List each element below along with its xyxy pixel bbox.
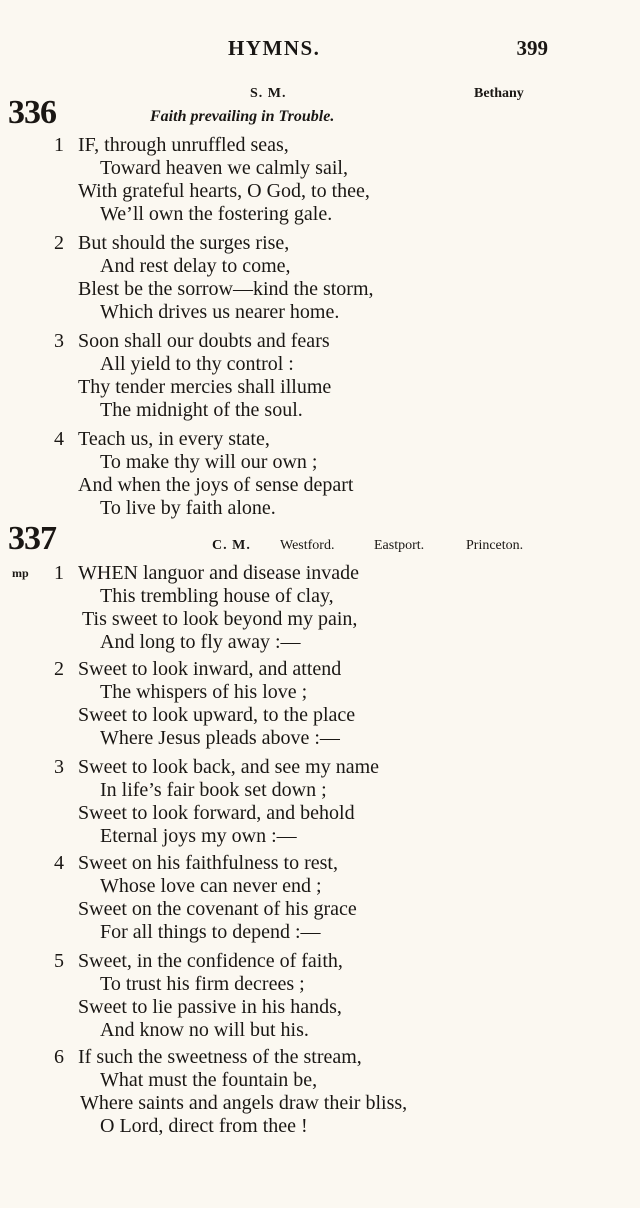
hymn-line: IF, through unruffled seas, [78, 134, 289, 156]
verse-number: 2 [54, 232, 64, 254]
hymn-line: Blest be the sorrow—kind the storm, [78, 278, 374, 300]
hymn-line: To trust his firm decrees ; [100, 973, 305, 995]
hymn-line: Sweet to look upward, to the place [78, 704, 356, 726]
hymn-line: To live by faith alone. [100, 497, 276, 519]
verse-number: 4 [54, 852, 64, 874]
hymn-line: And long to fly away :— [100, 631, 301, 653]
hymn-line: Where saints and angels draw their bliss, [80, 1092, 408, 1114]
hymn-line: Thy tender mercies shall illume [78, 376, 332, 398]
hymn-line: Sweet to look inward, and attend [78, 658, 342, 680]
hymn-line: All yield to thy control : [100, 353, 294, 375]
hymn-line: Sweet to look forward, and behold [78, 802, 355, 824]
hymn-line: Eternal joys my own :— [100, 825, 297, 847]
hymn-line: If such the sweetness of the stream, [78, 1046, 362, 1068]
hymn-line: We’ll own the fostering gale. [100, 203, 333, 225]
verse-number: 6 [54, 1046, 64, 1068]
hymn-meter: C. M. [212, 538, 251, 553]
running-head [0, 36, 640, 66]
hymn-line: Toward heaven we calmly sail, [100, 157, 348, 179]
hymn-line: Tis sweet to look beyond my pain, [82, 608, 358, 630]
hymn-meter: S. M. [250, 86, 287, 101]
verse-number: 3 [54, 756, 64, 778]
hymn-tune-1: Westford. [280, 538, 335, 553]
hymn-tune: Bethany [474, 86, 524, 101]
hymn-line: And rest delay to come, [100, 255, 291, 277]
dynamic-marking: mp [12, 566, 29, 580]
verse-number: 1 [54, 134, 64, 156]
page-number: 399 [516, 36, 548, 60]
hymn-line: The midnight of the soul. [100, 399, 303, 421]
hymn-line: What must the fountain be, [100, 1069, 318, 1091]
hymn-line: Soon shall our doubts and fears [78, 330, 330, 352]
hymn-line: Sweet on his faithfulness to rest, [78, 852, 338, 874]
hymn-line: And when the joys of sense depart [78, 474, 354, 496]
hymn-number: 336 [8, 94, 56, 131]
verse-number: 1 [54, 562, 64, 584]
hymn-line: Which drives us nearer home. [100, 301, 340, 323]
hymn-line: Teach us, in every state, [78, 428, 270, 450]
hymn-line: The whispers of his love ; [100, 681, 308, 703]
hymn-line: WHEN languor and disease invade [78, 562, 360, 584]
hymn-tune-3: Princeton. [466, 538, 524, 553]
hymn-line: In life’s fair book set down ; [100, 779, 327, 801]
running-title: HYMNS. [228, 36, 321, 60]
hymn-number: 337 [8, 520, 56, 557]
hymn-line: Sweet to lie passive in his hands, [78, 996, 342, 1018]
verse-number: 4 [54, 428, 64, 450]
hymn-line: Where Jesus pleads above :— [100, 727, 340, 749]
hymn-line: This trembling house of clay, [100, 585, 334, 607]
hymn-line: Sweet on the covenant of his grace [78, 898, 357, 920]
hymn-line: For all things to depend :— [100, 921, 321, 943]
hymn-line: With grateful hearts, O God, to thee, [78, 180, 370, 202]
verse-number: 2 [54, 658, 64, 680]
verse-number: 3 [54, 330, 64, 352]
hymn-tune-2: Eastport. [374, 538, 425, 553]
hymn-line: Sweet, in the confidence of faith, [78, 950, 343, 972]
verse-number: 5 [54, 950, 64, 972]
hymn-line: To make thy will our own ; [100, 451, 318, 473]
hymn-line: But should the surges rise, [78, 232, 290, 254]
hymn-line: Sweet to look back, and see my name [78, 756, 380, 778]
hymn-subtitle: Faith prevailing in Trouble. [150, 108, 335, 125]
hymn-line: O Lord, direct from thee ! [100, 1115, 308, 1137]
hymn-line: And know no will but his. [100, 1019, 309, 1041]
hymn-line: Whose love can never end ; [100, 875, 322, 897]
